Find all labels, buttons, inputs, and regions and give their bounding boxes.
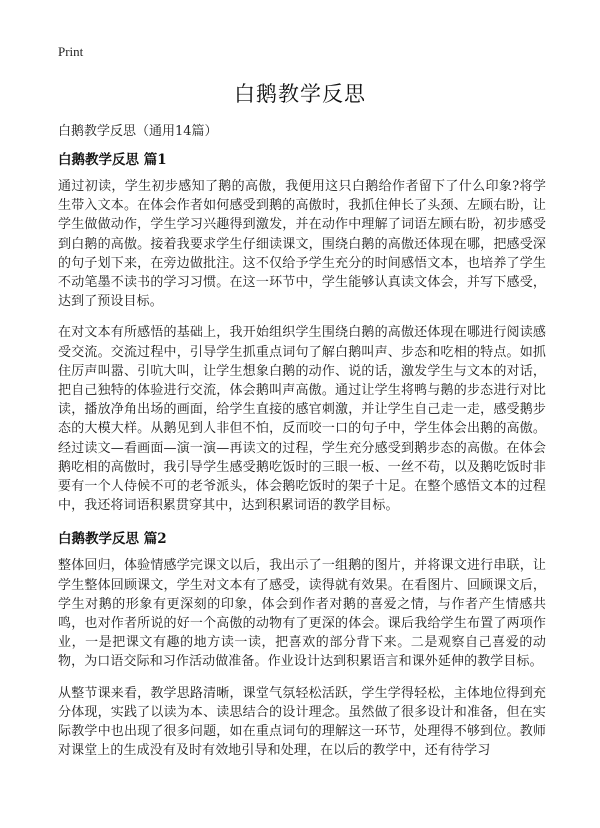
print-link[interactable]: Print xyxy=(58,44,84,59)
section-2 xyxy=(58,527,546,760)
document-body xyxy=(58,148,546,772)
paragraph: 从整节课来看，教学思路清晰，课堂气氛轻松活跃，学生学得轻松，主体地位得到充分体现，实践了以读为本、读思结合的设计理念。虽然做了很多设计和准备，但在实际教学中也出现了很多问题，如在重点词句的理解这一环节，处理得不够到位。教师对课堂上的生成没有及时有效地引导和处理，在以后的教学中，还有待学习 xyxy=(58,685,546,759)
paragraph: 整体回归，体验情感学完课文以后，我出示了一组鹅的图片，并将课文进行串联，让学生整体回顾课文，学生对文本有了感受，读得就有效果。在看图片、回顾课文后，学生对鹅的形象有更深刻的印象，体会到作者对鹅的喜爱之情，与作者产生情感共鸣，也对作者所说的好一个高傲的动物有了更深的体会。课后我给学生布置了两项作业，一是把课文有趣的地方读一读，把喜欢的部分背下来。二是观察自己喜爱的动物，为口语交际和习作活动做准备。作业设计达到积累语言和课外延伸的教学目标。 xyxy=(58,558,546,670)
paragraph: 在对文本有所感悟的基础上，我开始组织学生围绕白鹅的高傲还体现在哪进行阅读感受交流。交流过程中，引导学生抓重点词句了解白鹅叫声、步态和吃相的特点。如抓住厉声叫嚣、引吭大叫，让学生想象白鹅的动作、说的话，激发学生与文本的对话，把自己独特的体验进行交流，体会鹅叫声高傲。通过让学生将鸭与鹅的步态进行对比读，播放净角出场的画面，给学生直接的感官刺激，并让学生自己走一走，感受鹅步态的大模大样。从鹅见到人非但不怕，反而咬一口的句子中，学生体会出鹅的高傲。经过读文—看画面—演一演—再读文的过程，学生充分感受到鹅步态的高傲。在体会鹅吃相的高傲时，我引导学生感受鹅吃饭时的三眼一板、一丝不苟，以及鹅吃饭时非要有一个人侍候不可的老爷派头，体会鹅吃饭时的架子十足。在整个感悟文本的过程中，我还将词语积累贯穿其中，达到积累词语的教学目标。 xyxy=(58,325,546,514)
paragraph: 通过初读，学生初步感知了鹅的高傲，我便用这只白鹅给作者留下了什么印象?将学生带入文本。在体会作者如何感受到鹅的高傲时，我抓住伸长了头颈、左顾右盼，让学生做做动作，学生学习兴趣得到激发，并在动作中理解了词语左顾右盼，初步感受到白鹅的高傲。接着我要求学生仔细读课文，围绕白鹅的高傲还体现在哪，把感受深的句子划下来，在旁边做批注。这不仅给予学生充分的时间感悟文本，也培养了学生不动笔墨不读书的学习习惯。在这一环节中，学生能够认真读文体会，并写下感受，达到了预设目标。 xyxy=(58,179,546,310)
page-title: 白鹅教学反思 xyxy=(234,82,366,106)
section-heading: 白鹅教学反思 篇2 xyxy=(58,531,167,548)
section-1 xyxy=(58,148,546,515)
document-subtitle: 白鹅教学反思（通用14篇） xyxy=(58,124,218,139)
section-heading: 白鹅教学反思 篇1 xyxy=(58,152,167,168)
